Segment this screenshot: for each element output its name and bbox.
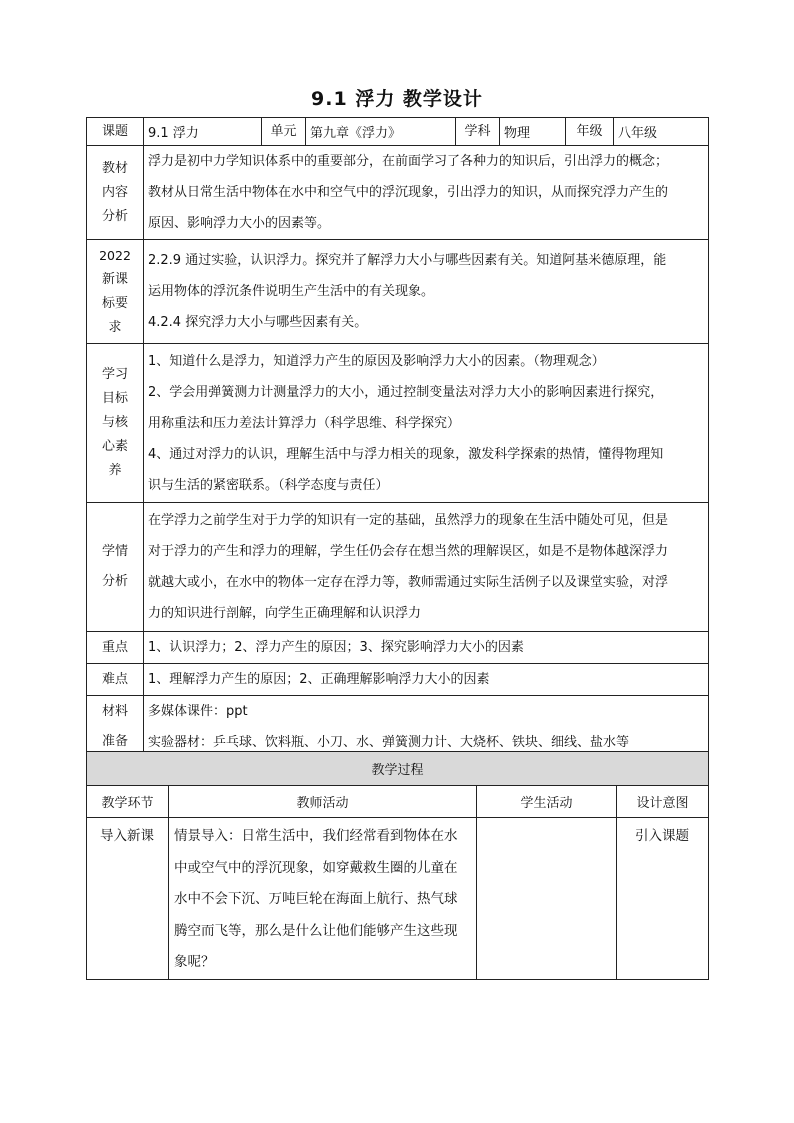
text-line: 力的知识进行剖解，向学生正确理解和认识浮力 <box>148 606 422 621</box>
standard-label <box>87 240 144 344</box>
standard-content <box>144 240 709 344</box>
column-header-student: 学生活动 <box>477 786 617 818</box>
unit-label: 单元 <box>262 118 306 146</box>
difficult-row <box>87 664 709 696</box>
label-line: 教材 <box>101 160 128 176</box>
key-content <box>144 632 709 664</box>
topic-label: 课题 <box>87 118 144 146</box>
text-line: 对于浮力的产生和浮力的理解，学生任仍会存在想当然的理解误区，如是不是物体越深浮力 <box>148 544 669 559</box>
process-header-row <box>87 786 709 818</box>
text-line: 在学浮力之前学生对于力学的知识有一定的基础，虽然浮力的现象在生活中随处可见，但是 <box>148 513 669 528</box>
label-line: 标要 <box>101 295 128 311</box>
key-label: 重点 <box>87 632 144 664</box>
grade-value: 八年级 <box>614 118 709 146</box>
subject-value: 物理 <box>500 118 566 146</box>
column-header-teacher: 教师活动 <box>169 786 477 818</box>
student-activity-cell <box>477 818 617 980</box>
grade-label: 年级 <box>566 118 614 146</box>
intent-cell: 引入课题 <box>617 818 709 980</box>
text-line: 1、理解浮力产生的原因；2、正确理解影响浮力大小的因素 <box>148 672 490 687</box>
textbook-row <box>87 146 709 240</box>
label-line: 求 <box>108 319 122 335</box>
text-line: 实验器材：乒乓球、饮料瓶、小刀、水、弹簧测力计、大烧杯、铁块、细线、盐水等 <box>148 735 630 750</box>
text-line: 4、通过对浮力的认识，理解生活中与浮力相关的现象，激发科学探索的热情，懂得物理知 <box>148 446 664 462</box>
text-line: 象呢？ <box>174 954 215 970</box>
process-title: 教学过程 <box>87 752 709 786</box>
text-line: 1、认识浮力；2、浮力产生的原因；3、探究影响浮力大小的因素 <box>148 640 524 655</box>
textbook-content <box>144 146 709 240</box>
text-line: 就越大或小，在水中的物体一定存在浮力等，教师需通过实际生活例子以及课堂实验，对浮 <box>148 575 669 590</box>
label-line: 2022 <box>99 247 131 263</box>
label-line: 新课 <box>101 271 128 287</box>
label-line: 养 <box>108 463 122 478</box>
lesson-info-table <box>86 117 709 759</box>
label-line: 分析 <box>101 574 128 589</box>
students-row <box>87 503 709 632</box>
text-line: 2.2.9 通过实验，认识浮力。探究并了解浮力大小与哪些因素有关。知道阿基米德原理，能 <box>148 253 667 268</box>
key-row <box>87 632 709 664</box>
text-line: 用称重法和压力差法计算浮力（科学思维、科学探究） <box>148 415 461 431</box>
text-line: 4.2.4 探究浮力大小与哪些因素有关。 <box>148 315 368 330</box>
label-line: 与核 <box>101 415 128 430</box>
label-line: 学习 <box>101 367 128 382</box>
materials-label <box>87 696 144 759</box>
difficult-label: 难点 <box>87 664 144 696</box>
text-line: 1、知道什么是浮力，知道浮力产生的原因及影响浮力大小的因素。（物理观念） <box>148 353 605 369</box>
goals-content <box>144 344 709 503</box>
goals-row <box>87 344 709 503</box>
students-content <box>144 503 709 632</box>
label-line: 内容 <box>101 184 128 200</box>
label-line: 目标 <box>101 391 128 406</box>
text-line: 腾空而飞等，那么是什么让他们能够产生这些现 <box>174 922 458 939</box>
text-line: 多媒体课件：ppt <box>148 704 248 719</box>
text-line: 识与生活的紧密联系。（科学态度与责任） <box>148 477 389 493</box>
subject-label: 学科 <box>456 118 500 146</box>
label-line: 准备 <box>101 734 128 749</box>
text-line: 2、学会用弹簧测力计测量浮力的大小，通过控制变量法对浮力大小的影响因素进行探究， <box>148 384 664 400</box>
text-line: 原因、影响浮力大小的因素等。 <box>148 216 331 231</box>
goals-label <box>87 344 144 503</box>
header-row <box>87 118 709 146</box>
materials-row <box>87 696 709 759</box>
text-line: 中或空气中的浮沉现象，如穿戴救生圈的儿童在 <box>174 859 458 876</box>
column-header-intent: 设计意图 <box>617 786 709 818</box>
label-line: 分析 <box>101 208 128 224</box>
text-line: 教材从日常生活中物体在水中和空气中的浮沉现象，引出浮力的知识，从而探究浮力产生的 <box>148 185 669 200</box>
text-line: 运用物体的浮沉条件说明生产生活中的有关现象。 <box>148 284 435 299</box>
label-line: 心素 <box>101 439 128 454</box>
label-line: 材料 <box>101 704 128 719</box>
teaching-process-table <box>86 751 709 980</box>
column-header-stage: 教学环节 <box>87 786 169 818</box>
difficult-content <box>144 664 709 696</box>
table-row <box>87 818 709 980</box>
page-title: 9.1 浮力 教学设计 <box>311 88 483 110</box>
process-title-row <box>87 752 709 786</box>
teacher-activity-cell <box>169 818 477 980</box>
topic-value: 9.1 浮力 <box>144 118 262 146</box>
label-line: 学情 <box>101 544 128 559</box>
textbook-label <box>87 146 144 240</box>
stage-cell: 导入新课 <box>87 818 169 980</box>
materials-content <box>144 696 709 759</box>
text-line: 水中不会下沉、万吨巨轮在海面上航行、热气球 <box>174 891 458 907</box>
students-label <box>87 503 144 632</box>
text-line: 情景导入：日常生活中，我们经常看到物体在水 <box>174 828 458 844</box>
text-line: 浮力是初中力学知识体系中的重要部分，在前面学习了各种力的知识后，引出浮力的概念； <box>148 154 669 169</box>
unit-value: 第九章《浮力》 <box>306 118 456 146</box>
standard-row <box>87 240 709 344</box>
